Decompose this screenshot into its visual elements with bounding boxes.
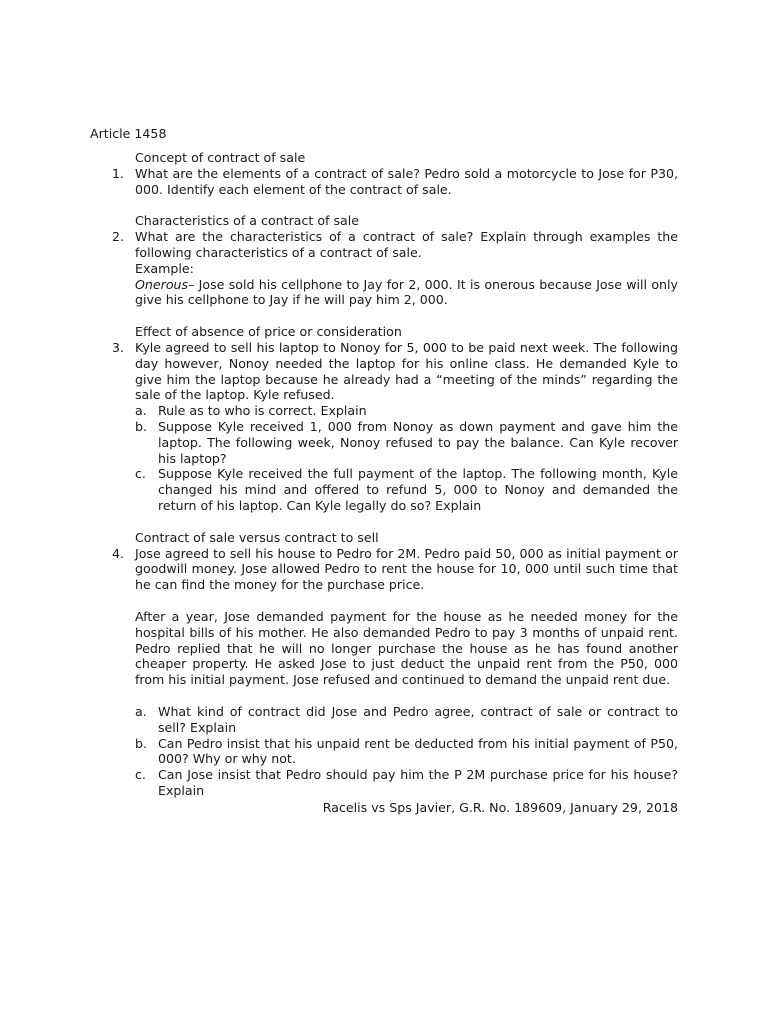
case-citation: Racelis vs Sps Javier, G.R. No. 189609, January 29, 2018 bbox=[322, 799, 678, 815]
question-number: 1. bbox=[112, 165, 125, 181]
section-heading: Effect of absence of price or consideration bbox=[135, 324, 402, 340]
question-number: 2. bbox=[112, 229, 125, 245]
question-text: What are the characteristics of a contract of sale? Explain through examples the following characteristics of a contract of sale. bbox=[135, 229, 678, 260]
example-paragraph bbox=[135, 277, 678, 309]
sub-question-list bbox=[135, 704, 678, 799]
sub-question-text: Suppose Kyle received the full payment of the laptop. The following month, Kyle changed his mind and offered to refund 5, 000 to Nonoy and demanded the return of his laptop. Can Kyle legally do so? Explain bbox=[158, 466, 678, 513]
sub-question-text: Can Pedro insist that his unpaid rent be deducted from his initial payment of P50, 000? Why or why not. bbox=[158, 735, 678, 767]
question-item bbox=[112, 229, 678, 308]
sub-question-letter: a. bbox=[135, 703, 147, 719]
sub-question-letter: a. bbox=[135, 403, 147, 419]
question-item bbox=[112, 340, 678, 403]
sub-question bbox=[135, 419, 678, 466]
sub-question bbox=[135, 767, 678, 799]
sub-question-text: Can Jose insist that Pedro should pay him the P 2M purchase price for his house? Explain bbox=[158, 767, 678, 798]
section-heading: Contract of sale versus contract to sell bbox=[135, 529, 379, 545]
sub-question bbox=[135, 466, 678, 513]
sub-question bbox=[135, 704, 678, 736]
question-number: 4. bbox=[112, 545, 125, 561]
sub-question-letter: b. bbox=[135, 735, 147, 751]
sub-question-text: Suppose Kyle received 1, 000 from Nonoy as down payment and gave him the laptop. The following week, Nonoy refused to pay the balance. Can Kyle recover his laptop? bbox=[158, 418, 678, 466]
section-heading: Concept of contract of sale bbox=[135, 150, 306, 165]
question-text: Kyle agreed to sell his laptop to Nonoy for 5, 000 to be paid next week. The following day however, Nonoy needed the laptop for his online class. He demanded Kyle to give him the laptop because he already had a “meeting of the minds” regarding the sale of the laptop. Kyle refused. bbox=[135, 339, 678, 403]
question-number: 3. bbox=[112, 339, 125, 355]
article-title: Article 1458 bbox=[90, 126, 167, 141]
sub-question bbox=[135, 736, 678, 768]
example-text: – Jose sold his cellphone to Jay for 2, 000. It is onerous because Jose will only give his cellphone to Jay if he will pay him 2, 000. bbox=[135, 276, 678, 308]
question-item bbox=[112, 546, 678, 593]
sub-question-text: Rule as to who is correct. Explain bbox=[158, 403, 367, 419]
question-item bbox=[112, 166, 678, 198]
sub-question-letter: c. bbox=[135, 767, 146, 783]
sub-question-letter: c. bbox=[135, 466, 146, 482]
example-term: Onerous bbox=[135, 276, 189, 292]
document-body bbox=[112, 150, 678, 815]
sub-question-text: What kind of contract did Jose and Pedro agree, contract of sale or contract to sell? Explain bbox=[158, 703, 678, 735]
sub-question-letter: b. bbox=[135, 418, 147, 434]
example-label: Example: bbox=[135, 260, 194, 276]
sub-question bbox=[135, 403, 678, 419]
question-text: What are the elements of a contract of sale? Pedro sold a motorcycle to Jose for P30, 000. Identify each element of the contract of sale. bbox=[135, 165, 678, 197]
section-heading: Characteristics of a contract of sale bbox=[135, 213, 360, 229]
question-text: Jose agreed to sell his house to Pedro for 2M. Pedro paid 50, 000 as initial payment or goodwill money. Jose allowed Pedro to rent the house for 10, 000 until such time that he can find the money for the purchase price. bbox=[135, 545, 678, 593]
scenario-paragraph: After a year, Jose demanded payment for the house as he needed money for the hospital bills of his mother. He also demanded Pedro to pay 3 months of unpaid rent. Pedro replied that he will no longer purchase the house as he has found another cheaper property. He asked Jose to just deduct the unpaid rent from the P50, 000 from his initial payment. Jose refused and continued to demand the unpaid rent due. bbox=[135, 608, 678, 688]
